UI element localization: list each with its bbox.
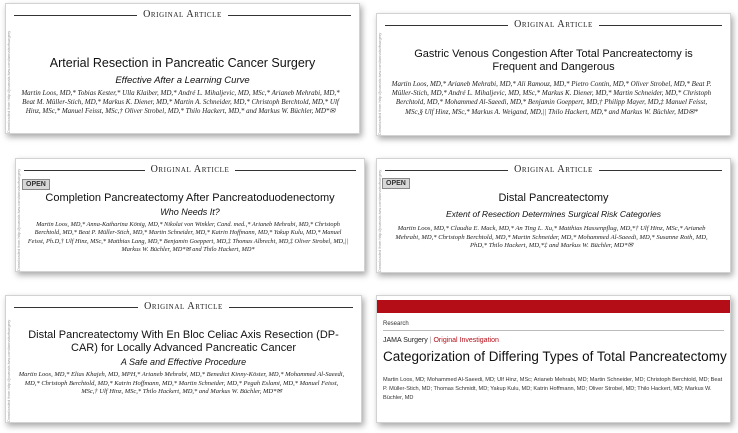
author-list: Martin Loos, MD,* Anna-Katharina König, MD,* Nikolai von Winkler, Cand. med.,* Arianeb Mehrabi, MD,* Christoph Berchtold, MD,* Beat P. Müller-Stich, MD,* Martin Schneider, MD,* Katrin Hoffmann, MD,* Yakup Kulu, MD,* Manuel Feisst, Ph.D,† Ulf Hinz, MSc,* Matthias Lang, MD,* Benjamin Goeppert, MD,‡ Thomas Albrecht, MD,‡ Oliver Strobel, MD,|| Markus W. Büchler, MD*✉ and Thilo Hackert, MD* (27, 221, 349, 253)
author-list: Martin Loos, MD,* Tobias Kester,* Ulla Klaiber, MD,* André L. Mihaljevic, MD, MSc,* Arianeb Mehrabi, MD,* Beat M. Müller-Stich, MD,* Markus K. Diener, MD,* Martin A. Schneider, MD,* Christoph Berchtold, MD,* Ulf Hinz, MSc,* Manuel Feisst, MSc,† Oliver Strobel, MD,* Thilo Hackert, MD,* and Markus W. Büchler, MD*✉ (21, 89, 340, 116)
article-subtitle: Extent of Resection Determines Surgical Risk Categories (446, 209, 661, 219)
author-list: Martin Loos, MD,* Arianeb Mehrabi, MD,* Ali Ramouz, MD,* Pietro Contin, MD,* Oliver Strobel, MD,* Beat P. Müller-Stich, MD,* André L. Mihaljevic, MD, MSc,* Markus K. Diener, MD,* Martin Schneider, MD,* Christoph Berchtold, MD,* Mohammed Al-Saeedi, MD,* Benjamin Goeppert, MD,† Philipp Mayer, MD,‡ Manuel Feisst, MSc,§ Ulf Hinz, MSc,* Markus A. Weigand, MD,|| Thilo Hackert, MD,* and Markus W. Büchler, MD✉* (391, 80, 712, 116)
section-divider (383, 330, 724, 331)
download-watermark: Downloaded from http://journals.lww.com/annalsofsurgery (6, 30, 11, 133)
article-card-distal-pancreatectomy (376, 158, 731, 273)
article-title: Gastric Venous Congestion After Total Pancreatectomy is Frequent and Dangerous (414, 48, 693, 73)
article-subtitle: Effective After a Learning Curve (115, 75, 250, 86)
article-type-label: Original Article (16, 164, 364, 175)
article-card-gastric-venous-congestion (376, 13, 731, 136)
download-watermark: Downloaded from http://journals.lww.com/annalsofsurgery (6, 319, 11, 422)
article-title: Arterial Resection in Pancreatic Cancer Surgery (49, 56, 316, 70)
journal-name: JAMA Surgery (383, 337, 428, 344)
journal-line (383, 337, 499, 344)
author-list: Martin Loos, MD; Mohammed Al-Saeedi, MD; Ulf Hinz, MSc; Arianeb Mehrabi, MD; Martin Schneider, MD; Christoph Berchtold, MD; Beat P. Müller-Stich, MD; Thomas Schmidt, MD; Yakup Kulu, MD; Katrin Hoffmann, MD; Oliver Strobel, MD; Thilo Hackert, MD; Markus W. Büchler, MD (383, 377, 723, 401)
download-watermark: Downloaded from http://journals.lww.com/annalsofsurgery (16, 168, 21, 271)
article-card-arterial-resection (5, 3, 360, 134)
article-type-label: Original Investigation (433, 337, 499, 344)
article-title: Distal Pancreatectomy (498, 192, 609, 204)
article-card-dp-car (5, 295, 362, 423)
article-card-jama-total-pancreatectomy (376, 295, 731, 423)
journal-separator: | (429, 337, 432, 344)
article-title: Completion Pancreatectomy After Pancreatoduodenectomy (45, 192, 335, 204)
author-list: Martin Loos, MD,* Claudia E. Mack, MD,* An Ting L. Xu,* Matthias Hassenpflug, MD,*† Ulf Hinz, MSc,* Arianeb Mehrabi, MD,* Christoph Berchtold, MD,* Martin Schneider, MD,* Mohammed Al-Saeedi, MD,* Susanne Roth, MD, PhD,* Thilo Hackert, MD,*‡ and Markus W. Büchler, MD*✉ (395, 225, 708, 250)
article-type-label: Original Article (377, 164, 730, 175)
article-type-label: Original Article (377, 19, 730, 30)
article-title: Distal Pancreatectomy With En Bloc Celiac Axis Resection (DP-CAR) for Locally Advanced Pancreatic Cancer (28, 329, 339, 354)
open-access-badge: OPEN (382, 178, 410, 189)
section-label: Research (383, 321, 409, 327)
article-card-completion-pancreatectomy (15, 158, 365, 272)
article-type-label: Original Article (6, 9, 359, 20)
journal-banner (377, 300, 730, 313)
download-watermark: Downloaded from http://journals.lww.com/annalsofsurgery (377, 32, 382, 135)
open-access-badge: OPEN (22, 179, 50, 190)
download-watermark: Downloaded from http://journals.lww.com/annalsofsurgery (377, 169, 382, 272)
article-subtitle: Who Needs It? (160, 207, 220, 217)
article-title: Categorization of Differing Types of Total Pancreatectomy (383, 349, 727, 364)
article-subtitle: A Safe and Effective Procedure (120, 357, 247, 367)
article-type-label: Original Article (6, 301, 361, 312)
author-list: Martin Loos, MD,* Elias Khajeh, MD, MPH,* Arianeb Mehrabi, MD,* Benedict Kinny-Köster, MD,* Mohammed Al-Saeedi, MD,* Christoph Berchtold, MD,* Katrin Hoffmann, MD,* Martin Schneider, MD,* Pegah Eslami, MD,* Manuel Feisst, MSc,† Ulf Hinz, MSc,* Thilo Hackert, MD,* and Markus W. Büchler, MD*✉ (18, 371, 345, 396)
